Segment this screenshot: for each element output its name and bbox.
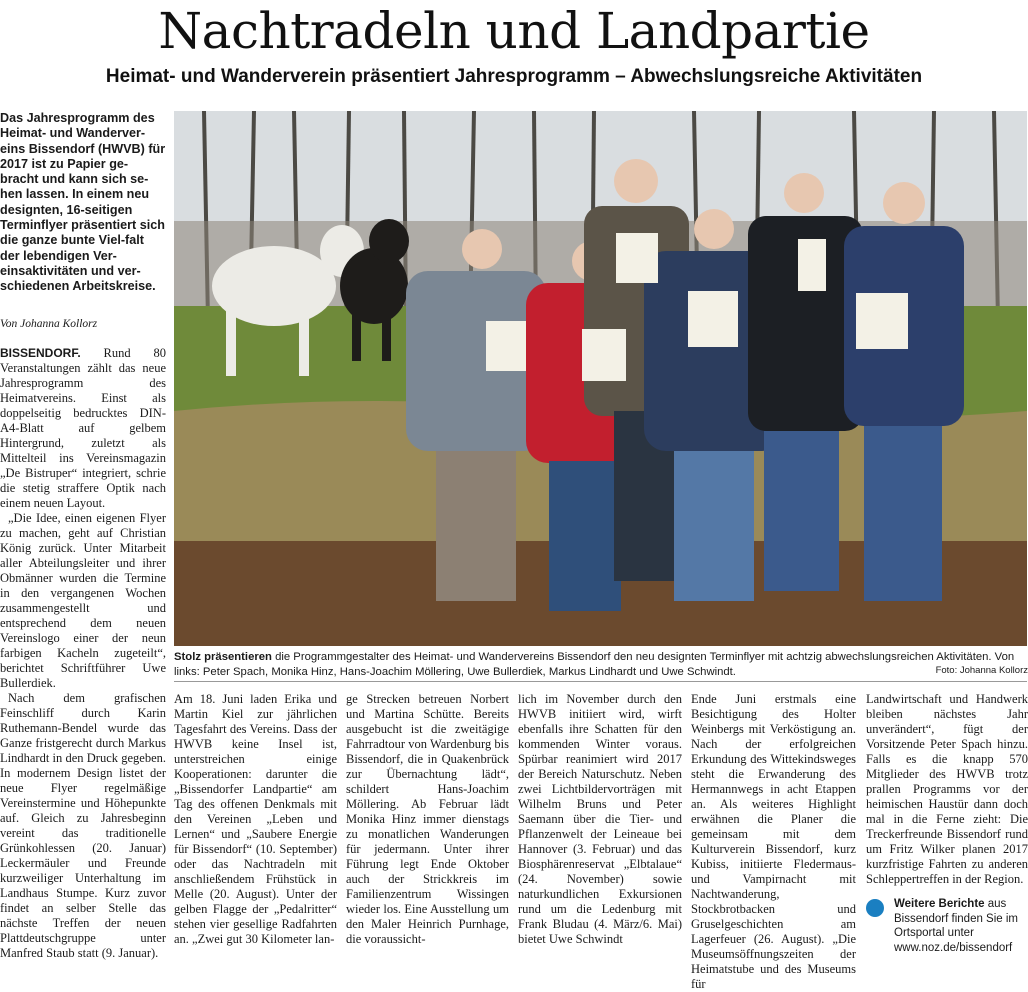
photo-credit: Foto: Johanna Kollorz [935,665,1028,676]
text-column-3 [346,692,509,947]
col3-text: ge Strecken betreuen Norbert und Martina Schütte. Bereits ausgebucht ist die zweitägige Fahrradtour von Wardenburg bis Bissendorf, die in Quakenbrück zur Übernachtung lädt“, schildert Hans-Joachim Möllering. Ab Februar lädt Monika Hinz immer dienstags zu monatlichen Wanderungen für jedermann. Unter ihrer Führung legt Ende Oktober auch der Strickkreis im Familienzentrum Wissingen wieder los. Eine Ausstellung um den Maler Heinrich Purnhage, die voraussicht- [346,692,509,946]
photo-illustration [174,111,1027,646]
headline: Nachtradeln und Landpartie [158,2,870,60]
col1-para-3: Nach dem grafischen Feinschliff durch Karin Ruthemann-Bendel wurde das Ganze fristgerecht durch Markus Lindhardt in den Druck gegeben. In modernem Design listet der neue Flyer regelmäßige Vereinstermine und Höhepunkte auf. Gleich zu Jahresbeginn vereint das traditionelle Grünkohlessen (20. Januar) Leckermäuler und Freunde kurzweiliger Unterhaltung im Landhaus Stumpe. Kurz zuvor findet an selber Stelle das nächste Treffen der neuen Plattdeutschgruppe unter Manfred Staub statt (9. Januar). [0,691,166,960]
lead-paragraph: Das Jahresprogramm des Heimat- und Wanderver-eins Bissendorf (HWVB) für 2017 ist zu Papier ge-bracht und kann sich se-hen lassen. In einem neu designten, 16-seitigen Terminflyer präsentiert sich die ganze bunte Viel-falt der lebendigen Ver-einsaktivitäten und ver-schiedenen Arbeitskreise. [0,111,166,294]
dateline: BISSENDORF. [0,346,81,360]
promo-title: Weitere Berichte [894,898,985,910]
subheadline: Heimat- und Wanderverein präsentiert Jahresprogramm – Abwechslungsreiche Aktivitäten [105,66,923,87]
byline: Von Johanna Kollorz [0,318,98,330]
col1-para-1: Rund 80 Veranstaltungen zählt das neue Jahresprogramm des Heimatvereins. Einst als doppelseitig bedrucktes DIN-A4-Blatt auf gelbem Hintergrund, zuletzt als Mittelteil ins Vereinsmagazin „De Bistruper“ integriert, schrie die stetig straffere Optik nach einem neuen Layout. [0,346,166,510]
text-column-5 [691,692,856,992]
text-column-6 [866,692,1028,887]
col5-text: Ende Juni erstmals eine Besichtigung des Holter Weinbergs mit Verköstigung an. Nach der erfolgreichen Erkundung des Wittekindsweges steht die Erwanderung des Hermannwegs in acht Etappen an. Als weiteres Highlight erwähnen die Planer die gemeinsam mit dem Kulturverein Bissendorf, kurz Kubiss, initiierte Fledermaus- und Vampirnacht mit Nachtwanderung, Stockbrotbacken und Gruselgeschichten am Lagerfeuer (26. August). „Die Museumsöffnungszeiten der Heimatstube und des Museums für [691,692,856,991]
promo-link[interactable]: aus Bissendorf finden Sie im Ortsportal unter www.noz.de/bissendorf [894,898,1019,954]
text-column-4 [518,692,682,947]
col2-text: Am 18. Juni laden Erika und Martin Kiel zur jährlichen Tagesfahrt des Vereins. Dass der HWVB keine Insel ist, unterstreichen einige Kooperationen: darunter die „Bissendorfer Landpartie“ am Tag des offenen Denkmals mit den Vereinen „Leben und Lernen“ und „Saubere Energie für Bissendorf“ (10. September) oder das Nachtradeln mit anschließendem Frühstück in Melle (20. August). Unter der gelben Flagge der „Pedalritter“ stehen vier gesellige Radfahrten an. „Zwei gut 30 Kilometer lan- [174,692,337,946]
text-column-2 [174,692,337,947]
col4-text: lich im November durch den HWVB initiiert wird, wirft ebenfalls ihre Schatten für den kommenden Winter voraus. Spürbar reanimiert wird 2017 der Bereich Naturschutz. Neben zwei Lichtbildervorträgen mit Wilhelm Bruns und Peter Saemann über die Tier- und Pflanzenwelt der Leineaue bei Hannover (3. Februar) und das Biosphärenreservat „Elbtalaue“ (24. November) sowie naturkundlichen Exkursionen rund um die Ledenburg mit Frank Bludau (4. März/6. Mai) bietet Uwe Schwindt [518,692,682,946]
col6-text: Landwirtschaft und Handwerk bleiben nächstes Jahr unverändert“, fügt der Vorsitzende Peter Spach hinzu. Falls es die knapp 570 Mitglieder des HWVB trotz prallen Programms vor der heimischen Haustür dann doch mal in die Ferne zieht: Die Treckerfreunde Bissendorf rund um Fritz Wilker planen 2017 kurzfristige Fahrten zu anderen Schleppertreffen in der Region. [866,692,1028,886]
group-photo [174,111,1027,646]
caption-text: die Programmgestalter des Heimat- und Wandervereins Bissendorf den neu designten Terminflyer mit achtzig abwechslungsreichen Aktivitäten. Von links: Peter Spach, Monika Hinz, Hans-Joachim Möllering, Uwe Bullerdiek, Markus Lindhardt und Uwe Schwindt. [174,651,1015,678]
photo-caption [174,650,1027,679]
search-icon [866,899,884,917]
col1-para-2: „Die Idee, einen eigenen Flyer zu machen, geht auf Christian König zurück. Unter Mitarbeit aller Abteilungsleiter und ihrer Obmänner wurden die Termine in den vergangenen Wochen zusammengestellt und entsprechend dem neuen Vereinslogo einer der neun farbigen Kacheln zugeteilt“, berichtet Schriftführer Uwe Bullerdiek. [0,511,166,690]
promo-box[interactable] [866,897,1028,955]
caption-lead: Stolz präsentieren [174,651,272,663]
text-column-1 [0,346,166,961]
divider [174,681,1027,682]
